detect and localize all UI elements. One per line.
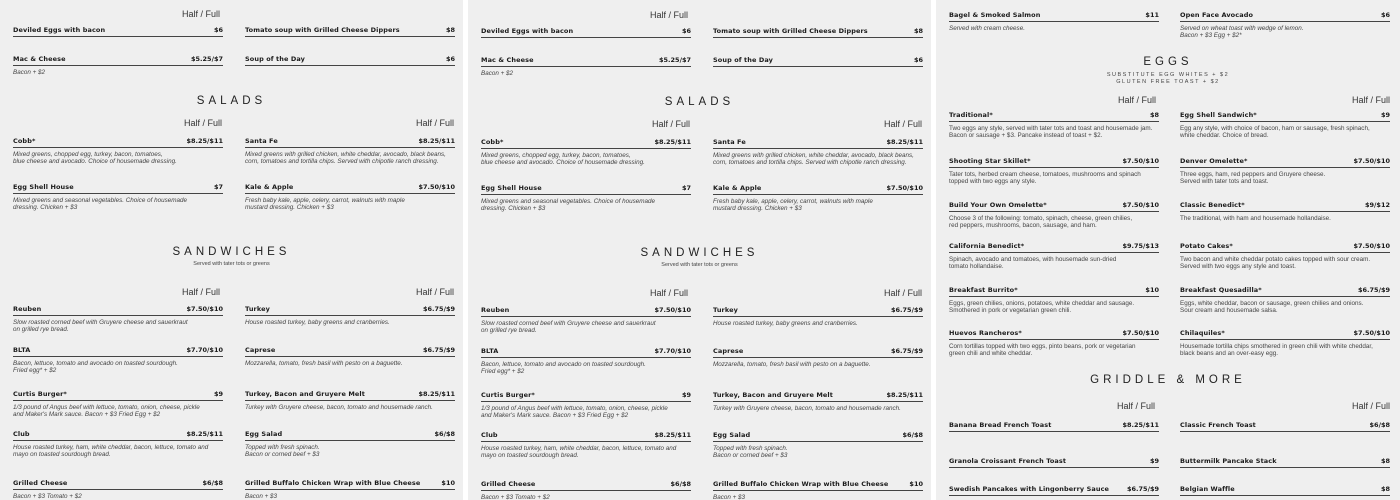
menu-item-name: Turkey, Bacon and Gruyere Melt: [245, 390, 365, 398]
menu-item-description: Bacon, lettuce, tomato and avocado on toasted sourdough. Fried egg* + $2: [13, 360, 178, 375]
menu-item: [481, 431, 691, 459]
menu-item: [13, 183, 223, 211]
menu-item: [713, 306, 923, 327]
menu-item-header: [481, 431, 691, 442]
menu-item: [13, 390, 223, 418]
section-title-salads: SALADS: [664, 96, 735, 108]
menu-item: [13, 479, 223, 500]
menu-item-name: Belgian Waffle: [1180, 485, 1235, 493]
menu-item-price: $8: [1380, 457, 1390, 465]
menu-item-header: [481, 184, 691, 195]
menu-item: [13, 346, 223, 374]
half-full-label: Half / Full: [182, 287, 221, 297]
menu-item-price: $6: [913, 56, 923, 64]
menu-item-price: $11: [1145, 11, 1159, 19]
menu-item-price: $5.25/$7: [191, 55, 223, 63]
menu-item: [949, 421, 1159, 435]
menu-item: [245, 305, 455, 326]
menu-item-description: Bacon + $3 Tomato + $2: [481, 494, 550, 500]
menu-item-header: [481, 391, 691, 402]
menu-item-header: [713, 306, 923, 317]
menu-item-price: $8: [1380, 485, 1390, 493]
menu-item-price: $7.70/$10: [654, 347, 691, 355]
half-full-label: Half / Full: [650, 10, 689, 20]
menu-item-price: $7: [213, 183, 223, 191]
menu-item: [245, 390, 455, 411]
menu-item-description: 1/3 pound of Angus beef with lettuce, tomato, onion, cheese, pickle and Maker's Mark sauce. Bacon + $3 Fried Egg + $2: [13, 404, 200, 419]
menu-item-description: Topped with fresh spinach. Bacon or corned beef + $3: [713, 445, 788, 460]
menu-item-header: [713, 347, 923, 358]
menu-item-description: Bacon + $2: [481, 70, 514, 77]
menu-item-header: [949, 485, 1159, 496]
section-subtitle: Served with tater tots or greens: [193, 261, 270, 267]
menu-item-name: Kale & Apple: [245, 183, 294, 191]
menu-item: [1180, 157, 1390, 185]
menu-item-name: Mac & Cheese: [481, 56, 534, 64]
menu-item: [13, 430, 223, 458]
menu-item-description: House roasted turkey, ham, white cheddar, bacon, lettuce, tomato and mayo on toasted sourdough bread.: [13, 444, 209, 459]
menu-item: [713, 480, 923, 500]
menu-item-description: Turkey with Gruyere cheese, bacon, tomato and housemade ranch.: [713, 405, 901, 412]
menu-item-price: $6.75/$9: [891, 347, 923, 355]
half-full-label: Half / Full: [182, 9, 221, 19]
menu-item-header: [1180, 242, 1390, 253]
menu-item-header: [1180, 286, 1390, 297]
menu-item: [245, 26, 455, 40]
menu-item: [949, 242, 1159, 270]
menu-item-description: Served on wheat toast with wedge of lemon. Bacon + $3 Egg + $2*: [1180, 25, 1304, 40]
menu-item-price: $7.50/$10: [1122, 157, 1159, 165]
menu-item: [13, 55, 223, 76]
menu-item-name: Grilled Buffalo Chicken Wrap with Blue Cheese: [245, 479, 421, 487]
menu-item: [713, 184, 923, 212]
menu-item: [1180, 201, 1390, 222]
menu-item-price: $9: [1149, 457, 1159, 465]
menu-item-header: [13, 55, 223, 66]
menu-item-name: Egg Shell House: [481, 184, 542, 192]
menu-item-name: Egg Salad: [713, 431, 751, 439]
menu-item-header: [949, 201, 1159, 212]
menu-item-description: Served with cream cheese.: [949, 25, 1025, 32]
menu-item-name: Grilled Cheese: [481, 480, 536, 488]
menu-item-price: $7.50/$10: [1122, 201, 1159, 209]
menu-item: [713, 56, 923, 70]
section-title-eggs: EGGS: [1143, 56, 1193, 68]
menu-item-price: $6/$8: [202, 479, 223, 487]
menu-item-header: [245, 55, 455, 66]
menu-item: [1180, 421, 1390, 435]
menu-item-header: [245, 183, 455, 194]
menu-item-name: BLTA: [13, 346, 31, 354]
menu-item-name: Potato Cakes*: [1180, 242, 1233, 250]
menu-item-price: $6.75/$9: [891, 306, 923, 314]
menu-item-price: $7.50/$10: [1353, 329, 1390, 337]
menu-item-name: Classic French Toast: [1180, 421, 1256, 429]
menu-item-header: [713, 56, 923, 67]
menu-item-name: Banana Bread French Toast: [949, 421, 1052, 429]
menu-item-header: [245, 26, 455, 37]
menu-item-header: [481, 56, 691, 67]
menu-item: [949, 11, 1159, 32]
menu-item-price: $6: [213, 26, 223, 34]
menu-item-price: $7.50/$10: [1122, 329, 1159, 337]
menu-item-name: Tomato soup with Grilled Cheese Dippers: [245, 26, 400, 34]
menu-item-header: [713, 480, 923, 491]
menu-item-header: [1180, 157, 1390, 168]
menu-item-name: Reuben: [13, 305, 42, 313]
menu-item-header: [1180, 111, 1390, 122]
menu-item-description: Tater tots, herbed cream cheese, tomatoes, mushrooms and spinach topped with two eggs any style.: [949, 171, 1141, 186]
menu-item-description: Mixed greens with grilled chicken, white cheddar, avocado, black beans, corn, tomatoes and tortilla chips. Served with chipotle ranch dressing.: [245, 151, 446, 166]
section-subtitle: SUBSTITUTE EGG WHITES + $2: [1106, 72, 1230, 78]
menu-item: [713, 391, 923, 412]
menu-item-header: [713, 391, 923, 402]
menu-item-header: [13, 183, 223, 194]
half-full-label: Half / Full: [884, 288, 923, 298]
section-title-sandwiches: SANDWICHES: [640, 247, 759, 259]
menu-item-name: Soup of the Day: [713, 56, 773, 64]
menu-item-price: $7.70/$10: [186, 346, 223, 354]
menu-item-description: Two eggs any style, served with tater tots and toast and housemade jam. Bacon or sausage + $3. Pancake instead of toast + $2.: [949, 125, 1153, 140]
menu-item-price: $8: [445, 26, 455, 34]
menu-item-header: [949, 111, 1159, 122]
menu-panel-left: [0, 0, 463, 500]
menu-item-description: Bacon + $3: [713, 494, 746, 500]
menu-item-price: $8.25/$11: [886, 138, 923, 146]
half-full-label: Half / Full: [652, 119, 691, 129]
menu-item-name: Caprese: [713, 347, 744, 355]
menu-item: [949, 157, 1159, 185]
menu-item-name: Huevos Rancheros*: [949, 329, 1022, 337]
menu-item-name: Classic Benedict*: [1180, 201, 1245, 209]
menu-item-name: Turkey: [245, 305, 270, 313]
menu-item-name: Deviled Eggs with bacon: [13, 26, 106, 34]
menu-item: [481, 347, 691, 375]
half-full-label: Half / Full: [1352, 401, 1391, 411]
menu-item-description: Slow roasted corned beef with Gruyere cheese and sauerkraut on grilled rye bread.: [13, 319, 188, 334]
menu-item: [481, 391, 691, 419]
menu-item-header: [481, 138, 691, 149]
menu-panel-right: [936, 0, 1400, 500]
menu-item-price: $10: [909, 480, 923, 488]
menu-item-price: $10: [1145, 286, 1159, 294]
menu-item-name: Grilled Cheese: [13, 479, 68, 487]
menu-item-header: [481, 347, 691, 358]
menu-item-header: [13, 390, 223, 401]
menu-item-description: Bacon, lettuce, tomato and avocado on toasted sourdough. Fried egg* + $2: [481, 361, 646, 376]
menu-item-price: $8.25/$11: [654, 138, 691, 146]
menu-item: [1180, 485, 1390, 499]
menu-item-name: BLTA: [481, 347, 499, 355]
menu-item: [1180, 457, 1390, 471]
menu-item-description: Mixed greens, chopped egg, turkey, bacon, tomatoes, blue cheese and avocado. Choice of housemade dressing.: [13, 151, 177, 166]
menu-item-price: $6: [1380, 11, 1390, 19]
section-title-salads: SALADS: [196, 95, 267, 107]
menu-item-price: $6.75/$9: [423, 346, 455, 354]
menu-item: [13, 137, 223, 165]
menu-panel-middle: [468, 0, 931, 500]
menu-item-name: Traditional*: [949, 111, 993, 119]
menu-item-price: $7.50/$10: [418, 183, 455, 191]
menu-item-header: [949, 421, 1159, 432]
menu-item-name: Buttermilk Pancake Stack: [1180, 457, 1277, 465]
menu-item-price: $8.25/$11: [886, 391, 923, 399]
menu-item: [245, 479, 455, 500]
menu-item-header: [949, 329, 1159, 340]
menu-item-header: [949, 457, 1159, 468]
menu-item-name: Mac & Cheese: [13, 55, 66, 63]
menu-item: [949, 329, 1159, 357]
menu-item-description: Slow roasted corned beef with Gruyere cheese and sauerkraut on grilled rye bread.: [481, 320, 656, 335]
menu-item-description: Bacon + $2: [13, 69, 46, 76]
menu-item-header: [1180, 201, 1390, 212]
menu-item-name: Deviled Eggs with bacon: [481, 27, 574, 35]
menu-item: [481, 480, 691, 500]
menu-item-name: Curtis Burger*: [13, 390, 67, 398]
menu-item-price: $9/$12: [1365, 201, 1390, 209]
menu-item-name: Swedish Pancakes with Lingonberry Sauce: [949, 485, 1110, 493]
menu-item: [245, 137, 455, 165]
menu-item-price: $6.75/$9: [1127, 485, 1159, 493]
half-full-label: Half / Full: [650, 288, 689, 298]
menu-item-description: House roasted turkey, ham, white cheddar, bacon, lettuce, tomato and mayo on toasted sourdough bread.: [481, 445, 677, 460]
menu-item-name: Tomato soup with Grilled Cheese Dippers: [713, 27, 868, 35]
half-full-label: Half / Full: [884, 119, 923, 129]
menu-item-header: [713, 184, 923, 195]
half-full-label: Half / Full: [416, 118, 455, 128]
menu-item-header: [1180, 329, 1390, 340]
menu-item-header: [13, 479, 223, 490]
menu-item-name: Chilaquiles*: [1180, 329, 1225, 337]
menu-item-description: 1/3 pound of Angus beef with lettuce, tomato, onion, cheese, pickle and Maker's Mark sauce. Bacon + $3 Fried Egg + $2: [481, 405, 668, 420]
menu-item-header: [713, 27, 923, 38]
menu-item-price: $6/$8: [670, 480, 691, 488]
menu-item-name: Turkey: [713, 306, 738, 314]
menu-item-name: Denver Omelette*: [1180, 157, 1248, 165]
menu-item-price: $8.25/$11: [1122, 421, 1159, 429]
menu-item-description: Housemade tortilla chips smothered in green chili with white cheddar, black beans and an over-easy egg.: [1180, 343, 1373, 358]
menu-item-description: Eggs, green chilies, onions, potatoes, white cheddar and sausage. Smothered in pork or vegetarian green chili.: [949, 300, 1135, 315]
menu-item: [949, 286, 1159, 314]
menu-item-price: $8.25/$11: [186, 137, 223, 145]
menu-item-description: Fresh baby kale, apple, celery, carrot, walnuts with maple mustard dressing. Chicken + $3: [245, 197, 405, 212]
menu-item-description: Mixed greens and seasonal vegetables. Choice of housemade dressing. Chicken + $3: [481, 198, 655, 213]
menu-item-header: [245, 390, 455, 401]
menu-item-header: [1180, 11, 1390, 22]
menu-item-header: [13, 346, 223, 357]
section-title-sandwiches: SANDWICHES: [172, 246, 291, 258]
menu-item-header: [245, 305, 455, 316]
menu-item-price: $6.75/$9: [1358, 286, 1390, 294]
menu-item-description: Corn tortillas topped with two eggs, pinto beans, pork or vegetarian green chili and white cheddar.: [949, 343, 1136, 358]
menu-item-price: $8.25/$11: [654, 431, 691, 439]
half-full-label: Half / Full: [416, 287, 455, 297]
menu-item: [1180, 286, 1390, 314]
menu-item-name: Caprese: [245, 346, 276, 354]
menu-item: [245, 346, 455, 367]
menu-item-header: [13, 137, 223, 148]
menu-item-description: Two bacon and white cheddar potato cakes topped with sour cream. Served with two eggs any style and toast.: [1180, 256, 1371, 271]
menu-item-price: $6: [681, 27, 691, 35]
menu-item: [481, 56, 691, 77]
menu-item: [713, 347, 923, 368]
menu-item: [1180, 329, 1390, 357]
menu-item-name: California Benedict*: [949, 242, 1025, 250]
half-full-label: Half / Full: [1117, 401, 1156, 411]
menu-item-header: [481, 480, 691, 491]
menu-item-name: Breakfast Quesadilla*: [1180, 286, 1262, 294]
menu-item-price: $8: [913, 27, 923, 35]
menu-item-header: [245, 346, 455, 357]
menu-item-name: Shooting Star Skillet*: [949, 157, 1031, 165]
menu-item-header: [713, 138, 923, 149]
menu-item-price: $7.50/$10: [1353, 242, 1390, 250]
menu-item-price: $6/$8: [902, 431, 923, 439]
menu-item-name: Egg Shell Sandwich*: [1180, 111, 1257, 119]
menu-item-name: Build Your Own Omelette*: [949, 201, 1047, 209]
menu-item: [13, 26, 223, 40]
menu-item: [713, 431, 923, 459]
menu-item-price: $7.50/$10: [654, 306, 691, 314]
menu-item-header: [949, 242, 1159, 253]
section-title-griddle: GRIDDLE & MORE: [1090, 374, 1246, 386]
menu-item-header: [1180, 421, 1390, 432]
menu-item-header: [1180, 457, 1390, 468]
menu-item-name: Curtis Burger*: [481, 391, 535, 399]
menu-item-header: [245, 479, 455, 490]
menu-item-name: Cobb*: [13, 137, 36, 145]
menu-item: [481, 27, 691, 41]
menu-item-description: Mozzarella, tomato, fresh basil with pesto on a baguette.: [713, 361, 871, 368]
menu-item-description: Mixed greens with grilled chicken, white cheddar, avocado, black beans, corn, tomatoes and tortilla chips. Served with chipotle ranch dressing.: [713, 152, 914, 167]
menu-item-price: $5.25/$7: [659, 56, 691, 64]
menu-item-name: Club: [13, 430, 30, 438]
menu-item-header: [949, 286, 1159, 297]
menu-item-price: $8: [1149, 111, 1159, 119]
menu-item-description: Eggs, white cheddar, bacon or sausage, green chilies and onions. Sour cream and housemade salsa.: [1180, 300, 1364, 315]
menu-item: [245, 183, 455, 211]
menu-item-description: Spinach, avocado and tomatoes, with housemade sun-dried tomato hollandaise.: [949, 256, 1117, 271]
menu-item-price: $9.75/$13: [1122, 242, 1159, 250]
menu-item-description: Bacon + $3: [245, 493, 278, 500]
section-subtitle: GLUTEN FREE TOAST + $2: [1116, 79, 1220, 85]
menu-item-price: $6.75/$9: [423, 305, 455, 313]
menu-item-description: Fresh baby kale, apple, celery, carrot, walnuts with maple mustard dressing. Chicken + $3: [713, 198, 873, 213]
menu-item: [13, 305, 223, 333]
menu-item-header: [1180, 485, 1390, 496]
menu-item: [949, 201, 1159, 229]
menu-item-name: Club: [481, 431, 498, 439]
menu-item-description: Bacon + $3 Tomato + $2: [13, 493, 82, 500]
menu-item-name: Santa Fe: [713, 138, 746, 146]
menu-item-price: $9: [681, 391, 691, 399]
menu-item-name: Santa Fe: [245, 137, 278, 145]
menu-item-description: The traditional, with ham and housemade hollandaise.: [1180, 215, 1331, 222]
menu-item-name: Turkey, Bacon and Gruyere Melt: [713, 391, 833, 399]
menu-item-price: $9: [213, 390, 223, 398]
menu-item-price: $7: [681, 184, 691, 192]
menu-item: [245, 55, 455, 69]
menu-item-header: [245, 137, 455, 148]
menu-item-description: House roasted turkey, baby greens and cranberries.: [245, 319, 390, 326]
menu-item-description: Mozzarella, tomato, fresh basil with pesto on a baguette.: [245, 360, 403, 367]
menu-item-header: [13, 305, 223, 316]
menu-item-header: [949, 11, 1159, 22]
menu-item-name: Granola Croissant French Toast: [949, 457, 1067, 465]
menu-item-description: Topped with fresh spinach. Bacon or corned beef + $3: [245, 444, 320, 459]
menu-item-name: Breakfast Burrito*: [949, 286, 1018, 294]
menu-item: [1180, 111, 1390, 139]
section-subtitle: Served with tater tots or greens: [661, 262, 738, 268]
menu-item: [481, 184, 691, 212]
menu-item-price: $8.25/$11: [418, 137, 455, 145]
half-full-label: Half / Full: [1118, 95, 1157, 105]
menu-item-price: $9: [1380, 111, 1390, 119]
menu-item-price: $6/$8: [434, 430, 455, 438]
menu-item-header: [481, 27, 691, 38]
menu-item-name: Egg Salad: [245, 430, 283, 438]
menu-item-description: Three eggs, ham, red peppers and Gruyere cheese. Served with tater tots and toast.: [1180, 171, 1326, 186]
menu-item-price: $10: [441, 479, 455, 487]
menu-item: [1180, 11, 1390, 39]
menu-item-name: Reuben: [481, 306, 510, 314]
half-full-label: Half / Full: [184, 118, 223, 128]
menu-item-header: [481, 306, 691, 317]
menu-item: [949, 457, 1159, 471]
menu-item-header: [949, 157, 1159, 168]
menu-item-price: $8.25/$11: [418, 390, 455, 398]
menu-item-name: Cobb*: [481, 138, 504, 146]
menu-item-price: $8.25/$11: [186, 430, 223, 438]
menu-item-price: $7.50/$10: [1353, 157, 1390, 165]
menu-item-description: Choose 3 of the following: tomato, spinach, cheese, green chilies, red peppers, mushrooms, bacon, sausage, and ham.: [949, 215, 1133, 230]
menu-item-name: Bagel & Smoked Salmon: [949, 11, 1041, 19]
half-full-label: Half / Full: [1352, 95, 1391, 105]
menu-item: [949, 485, 1159, 499]
menu-item: [481, 306, 691, 334]
menu-item-price: $7.50/$10: [186, 305, 223, 313]
menu-item-name: Egg Shell House: [13, 183, 74, 191]
menu-item-header: [13, 430, 223, 441]
menu-item-description: Turkey with Gruyere cheese, bacon, tomato and housemade ranch.: [245, 404, 433, 411]
menu-item: [481, 138, 691, 166]
menu-item-name: Kale & Apple: [713, 184, 762, 192]
menu-item-price: $6: [445, 55, 455, 63]
menu-item-description: House roasted turkey, baby greens and cranberries.: [713, 320, 858, 327]
menu-item: [245, 430, 455, 458]
menu-item-price: $6/$8: [1369, 421, 1390, 429]
menu-item-header: [245, 430, 455, 441]
menu-item-description: Mixed greens, chopped egg, turkey, bacon, tomatoes, blue cheese and avocado. Choice of housemade dressing.: [481, 152, 645, 167]
menu-item-description: Mixed greens and seasonal vegetables. Choice of housemade dressing. Chicken + $3: [13, 197, 187, 212]
menu-item: [713, 138, 923, 166]
menu-item: [713, 27, 923, 41]
menu-item-header: [13, 26, 223, 37]
menu-item: [1180, 242, 1390, 270]
menu-item-name: Soup of the Day: [245, 55, 305, 63]
menu-item-name: Open Face Avocado: [1180, 11, 1254, 19]
menu-item: [949, 111, 1159, 139]
menu-item-price: $7.50/$10: [886, 184, 923, 192]
menu-item-description: Egg any style, with choice of bacon, ham or sausage, fresh spinach, white cheddar. Choice of bread.: [1180, 125, 1370, 140]
menu-item-name: Grilled Buffalo Chicken Wrap with Blue Cheese: [713, 480, 889, 488]
menu-item-header: [713, 431, 923, 442]
